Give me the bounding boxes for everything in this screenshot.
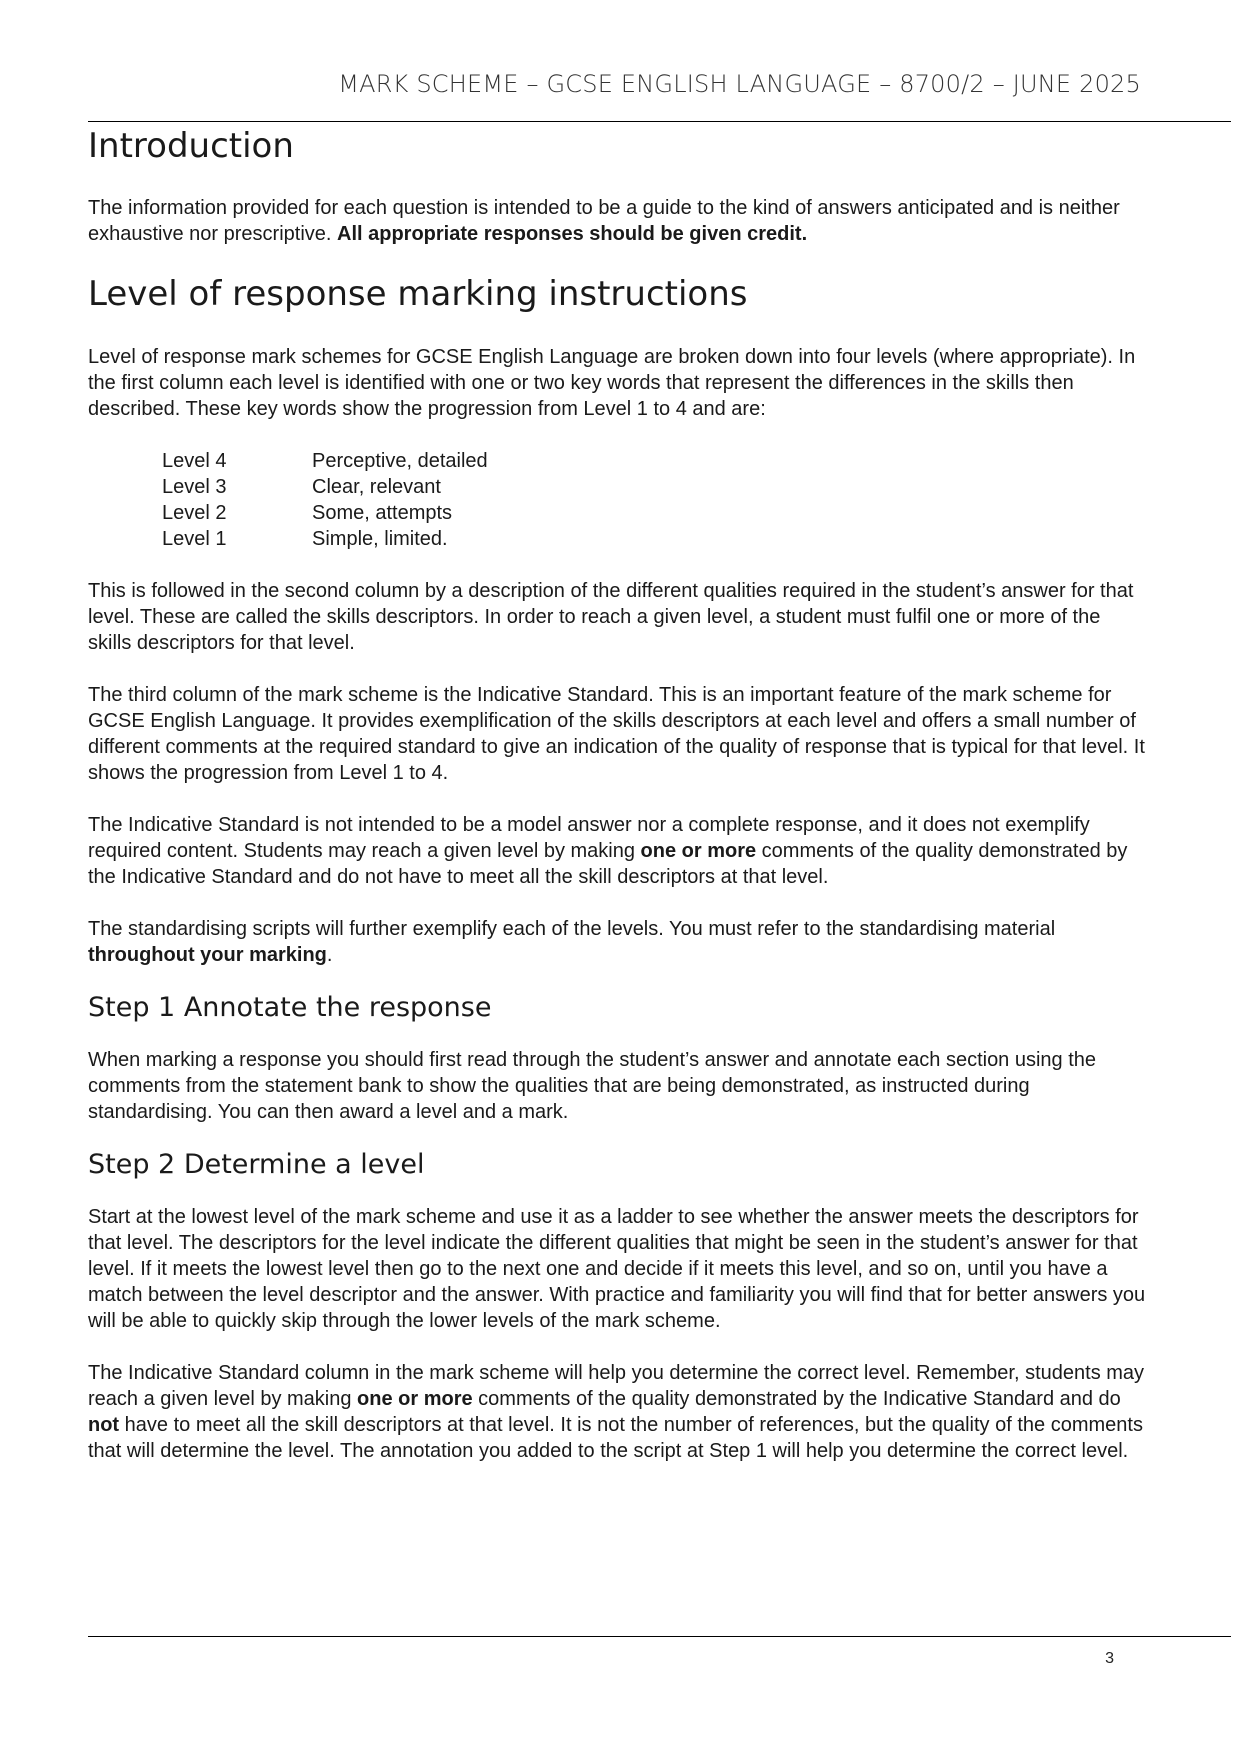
level-row bbox=[162, 448, 1148, 474]
header-divider bbox=[88, 121, 1231, 122]
emphasis-text: one or more bbox=[357, 1388, 473, 1410]
level-keywords: Perceptive, detailed bbox=[312, 450, 488, 472]
levels-paragraph-3: The third column of the mark scheme is the Indicative Standard. This is an important feature of the mark scheme for GCSE English Language. It provides exemplification of the skills descriptors at each level and offers a small number of different comments at the required standard to give an indication of the quality of response that is typical for that level. It shows the progression from Level 1 to 4. bbox=[88, 684, 1145, 784]
step1-paragraph: When marking a response you should first read through the student’s answer and annotate each section using the comments from the statement bank to show the qualities that are being demonstrated, as instructed during standardising. You can then award a level and a mark. bbox=[88, 1049, 1097, 1123]
emphasis-text: one or more bbox=[640, 840, 757, 862]
intro-bold-text: All appropriate responses should be given credit. bbox=[337, 223, 808, 245]
level-keywords: Some, attempts bbox=[312, 502, 453, 524]
step2-heading: Step 2 Determine a level bbox=[88, 1149, 425, 1180]
intro-paragraph bbox=[88, 195, 1148, 247]
levels-paragraph-5 bbox=[88, 916, 1148, 968]
intro-text: The information provided for each question is intended to be a guide to the kind of answers anticipated and is neither exhaustive nor prescriptive. bbox=[88, 197, 1120, 245]
step2-paragraph-2 bbox=[88, 1360, 1148, 1464]
paragraph-text: have to meet all the skill descriptors at that level. It is not the number of references, but the quality of the comments that will determine the level. The annotation you added to the script at Step 1 will help you determine the correct level. bbox=[88, 1414, 1143, 1462]
running-header: MARK SCHEME – GCSE ENGLISH LANGUAGE – 8700/2 – JUNE 2025 bbox=[338, 70, 1141, 98]
emphasis-text: not bbox=[88, 1414, 120, 1436]
step1-heading: Step 1 Annotate the response bbox=[88, 992, 492, 1023]
level-keywords: Clear, relevant bbox=[312, 476, 441, 498]
level-name: Level 3 bbox=[162, 476, 227, 498]
levels-heading: Level of response marking instructions bbox=[88, 274, 748, 314]
paragraph-text: comments of the quality demonstrated by the Indicative Standard and do bbox=[472, 1388, 1121, 1410]
level-name: Level 4 bbox=[162, 450, 227, 472]
level-name: Level 1 bbox=[162, 528, 227, 550]
level-keywords: Simple, limited. bbox=[312, 528, 448, 550]
footer-divider bbox=[88, 1636, 1231, 1637]
paragraph-text: comments of the quality demonstrated by the Indicative Standard and do not have to meet all the skill descriptors at that level. bbox=[88, 840, 1128, 888]
step2-paragraph-1: Start at the lowest level of the mark scheme and use it as a ladder to see whether the answer meets the descriptors for that level. The descriptors for the level indicate the different qualities that might be seen in the student’s answer for that level. If it meets the lowest level then go to the next one and decide if it meets this level, and so on, until you have a match between the level descriptor and the answer. With practice and familiarity you will find that for better answers you will be able to quickly skip through the lower levels of the mark scheme. bbox=[88, 1206, 1146, 1332]
paragraph-text: The Indicative Standard is not intended to be a model answer nor a complete response, and it does not exemplify required content. Students may reach a given level by making bbox=[88, 814, 1090, 862]
paragraph-text: The standardising scripts will further exemplify each of the levels. You must refer to the standardising material bbox=[88, 918, 1056, 940]
intro-heading: Introduction bbox=[88, 126, 294, 166]
levels-paragraph-4 bbox=[88, 812, 1148, 890]
levels-paragraph-1: Level of response mark schemes for GCSE English Language are broken down into four levels (where appropriate). In the first column each level is identified with one or two key words that represent the differences in the skills then described. These key words show the progression from Level 1 to 4 and are: bbox=[88, 346, 1136, 420]
levels-list bbox=[162, 448, 1148, 552]
paragraph-text: The Indicative Standard column in the mark scheme will help you determine the correct level. Remember, students may reach a given level by making bbox=[88, 1362, 1145, 1410]
level-row bbox=[162, 474, 1148, 500]
level-name: Level 2 bbox=[162, 502, 227, 524]
page-content bbox=[88, 124, 1148, 1464]
levels-paragraph-2: This is followed in the second column by a description of the different qualities required in the student’s answer for that level. These are called the skills descriptors. In order to reach a given level, a student must fulfil one or more of the skills descriptors for that level. bbox=[88, 580, 1134, 654]
level-row bbox=[162, 500, 1148, 526]
page-number: 3 bbox=[1105, 1650, 1114, 1667]
level-row bbox=[162, 526, 1148, 552]
emphasis-text: throughout your marking bbox=[88, 944, 327, 966]
paragraph-text: . bbox=[326, 944, 333, 966]
